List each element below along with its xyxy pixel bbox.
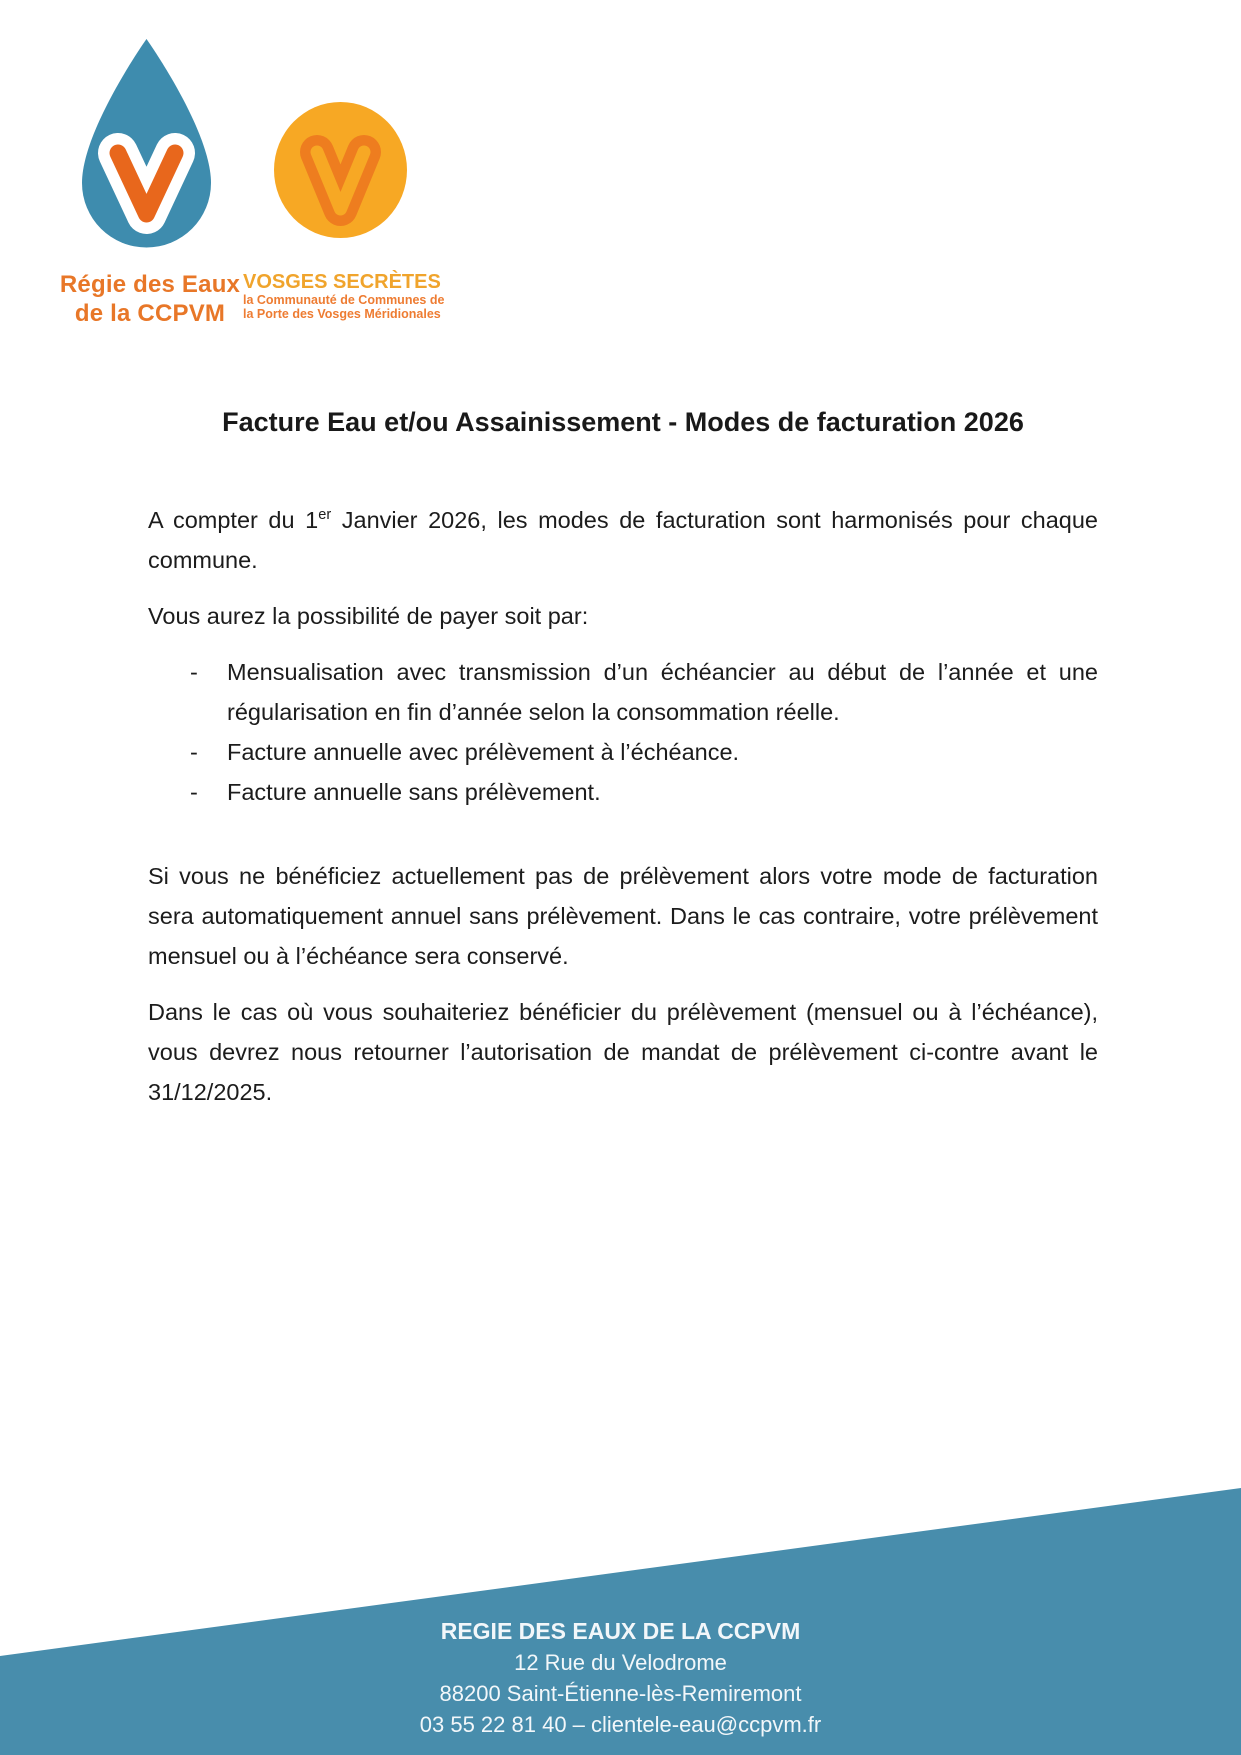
list-item-text: Facture annuelle sans prélèvement. bbox=[227, 779, 601, 805]
paragraph-effective-date-suffix: Janvier 2026, les modes de facturation sont harmonisés pour chaque commune. bbox=[148, 507, 1098, 573]
paragraph-effective-date-prefix: A compter du 1 bbox=[148, 507, 319, 533]
footer-contact-line: 03 55 22 81 40 – clientele-eau@ccpvm.fr bbox=[419, 1712, 822, 1737]
list-item-dash: - bbox=[190, 779, 198, 805]
vosges-logo-subtitle-line2: la Porte des Vosges Méridionales bbox=[243, 307, 441, 321]
water-drop-logo-icon bbox=[70, 33, 223, 255]
paragraph-default-mode: Si vous ne bénéficiez actuellement pas de prélèvement alors votre mode de facturation sera automatiquement annuel sans prélèvement. Dans le cas contraire, votre prélèvement mensuel ou à l’échéance sera conservé. bbox=[148, 863, 1098, 969]
vosges-logo-title: VOSGES SECRÈTES bbox=[243, 271, 441, 293]
list-item bbox=[148, 652, 1098, 732]
paragraph-effective-date bbox=[148, 500, 1098, 580]
footer-org-name: REGIE DES EAUX DE LA CCPVM bbox=[440, 1618, 801, 1644]
list-item bbox=[148, 732, 1098, 772]
paragraph-payment-intro: Vous aurez la possibilité de payer soit par: bbox=[148, 603, 589, 629]
footer-address-line2: 88200 Saint-Étienne-lès-Remiremont bbox=[439, 1681, 802, 1706]
vosges-logo-subtitle-line1: la Communauté de Communes de bbox=[243, 293, 445, 307]
footer bbox=[0, 1616, 1241, 1740]
payment-options-list bbox=[148, 652, 1098, 812]
list-item bbox=[148, 772, 1098, 812]
page-title: Facture Eau et/ou Assainissement - Modes de facturation 2026 bbox=[222, 407, 1024, 437]
document-body bbox=[148, 500, 1098, 1128]
ordinal-superscript: er bbox=[318, 507, 332, 524]
list-item-text: Facture annuelle avec prélèvement à l’échéance. bbox=[227, 739, 740, 765]
list-item-dash: - bbox=[190, 739, 198, 765]
list-item-text: Mensualisation avec transmission d’un échéancier au début de l’année et une régularisation en fin d’année selon la consommation réelle. bbox=[227, 659, 1098, 725]
regie-logo-label bbox=[40, 270, 260, 328]
regie-logo-label-line1: Régie des Eaux bbox=[59, 271, 241, 298]
list-item-dash: - bbox=[190, 659, 198, 685]
paragraph-mandate-deadline: Dans le cas où vous souhaiteriez bénéficier du prélèvement (mensuel ou à l’échéance), vous devrez nous retourner l’autorisation de mandat de prélèvement ci-contre avant le 31/12/2025. bbox=[148, 999, 1098, 1105]
footer-address-line1: 12 Rue du Velodrome bbox=[514, 1650, 727, 1675]
vosges-secretes-logo-icon bbox=[272, 100, 409, 240]
vosges-logo-label bbox=[243, 271, 443, 321]
regie-logo-label-line2: de la CCPVM bbox=[74, 300, 226, 327]
